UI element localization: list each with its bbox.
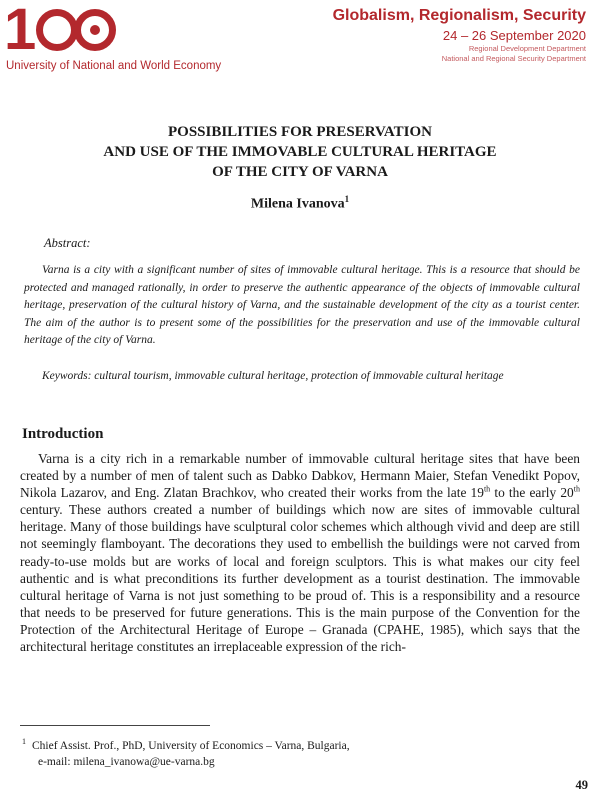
conference-info [333,6,586,64]
body-sup-1: th [483,484,491,494]
body-part-1: Varna is a city rich in a remarkable number of immovable cultural heritage sites that have been created by a number of men of talent such as Dabko Dabkov, Hermann Maier, Stefan Venedikt Popov, Nikola Lazarov, and Eng. Zlatan Brachkov, who created their works from the late 19 [20,451,580,501]
footnote-line-2: e-mail: milena_ivanowa@ue-varna.bg [38,755,215,768]
author-footnote-mark: 1 [344,194,350,204]
section-heading-introduction: Introduction [22,426,104,442]
page-header [0,0,600,80]
department-national-security: National and Regional Security Department [441,54,586,63]
department-regional-development: Regional Development Department [468,44,586,53]
footnote-line-1: Chief Assist. Prof., PhD, University of Economics – Varna, Bulgaria, [32,739,350,752]
abstract-label: Abstract: [44,236,91,250]
author-text: Milena Ivanova [250,196,345,212]
footnote [22,734,562,770]
title-line-3: OF THE CITY OF VARNA [212,164,388,180]
university-100-logo: 1 [4,2,116,58]
page-number: 49 [575,778,588,792]
university-name: University of National and World Economy [6,60,222,72]
conference-date: 24 – 26 September 2020 [442,28,586,43]
footnote-divider [20,725,210,726]
introduction-body [20,450,580,655]
body-part-3: century. These authors created a number of buildings which now are sites of immovable cultural heritage. Many of those buildings have sculptural color schemes which although vivid and deep are still not seemingly flamboyant. The decorations they used to embellish the buildings were not carved from ready-to-use molds but are works of local and foreign sculptors. This is what makes our city feel authentic and is what preconditions its further development as a tourist destination. The immovable cultural heritage of Varna is not just something to be proud of. This is a responsibility and a resource that needs to be preserved for future generations. This is the main purpose of the Convention for the Protection of the Architectural Heritage of Europe – Granada (CPAHE, 1985), which says that the architectural heritage constitutes an irreplaceable expression of the rich- [20,502,580,655]
author-name [30,194,570,213]
footnote-mark: 1 [22,737,26,746]
body-sup-2: th [573,484,580,494]
abstract-text: Varna is a city with a significant number of sites of immovable cultural heritage. This is a resource that should be protected and managed rationally, in order to preserve the authentic appearance of the objects of immovable cultural heritage, preservation of the cultural history of Varna, and the sustainable development of the city as a tourist center. The aim of the author is to present some of the possibilities for the preservation and use of the immovable cultural heritage of the city of Varna. [24,264,580,346]
keywords: Keywords: cultural tourism, immovable cultural heritage, protection of immovable cultural heritage [42,370,504,382]
title-line-2: AND USE OF THE IMMOVABLE CULTURAL HERITAGE [103,144,497,160]
body-part-2: to the early 20 [490,485,574,501]
paper-title [30,122,570,182]
conference-title: Globalism, Regionalism, Security [332,7,586,24]
title-line-1: POSSIBILITIES FOR PRESERVATION [167,124,432,140]
